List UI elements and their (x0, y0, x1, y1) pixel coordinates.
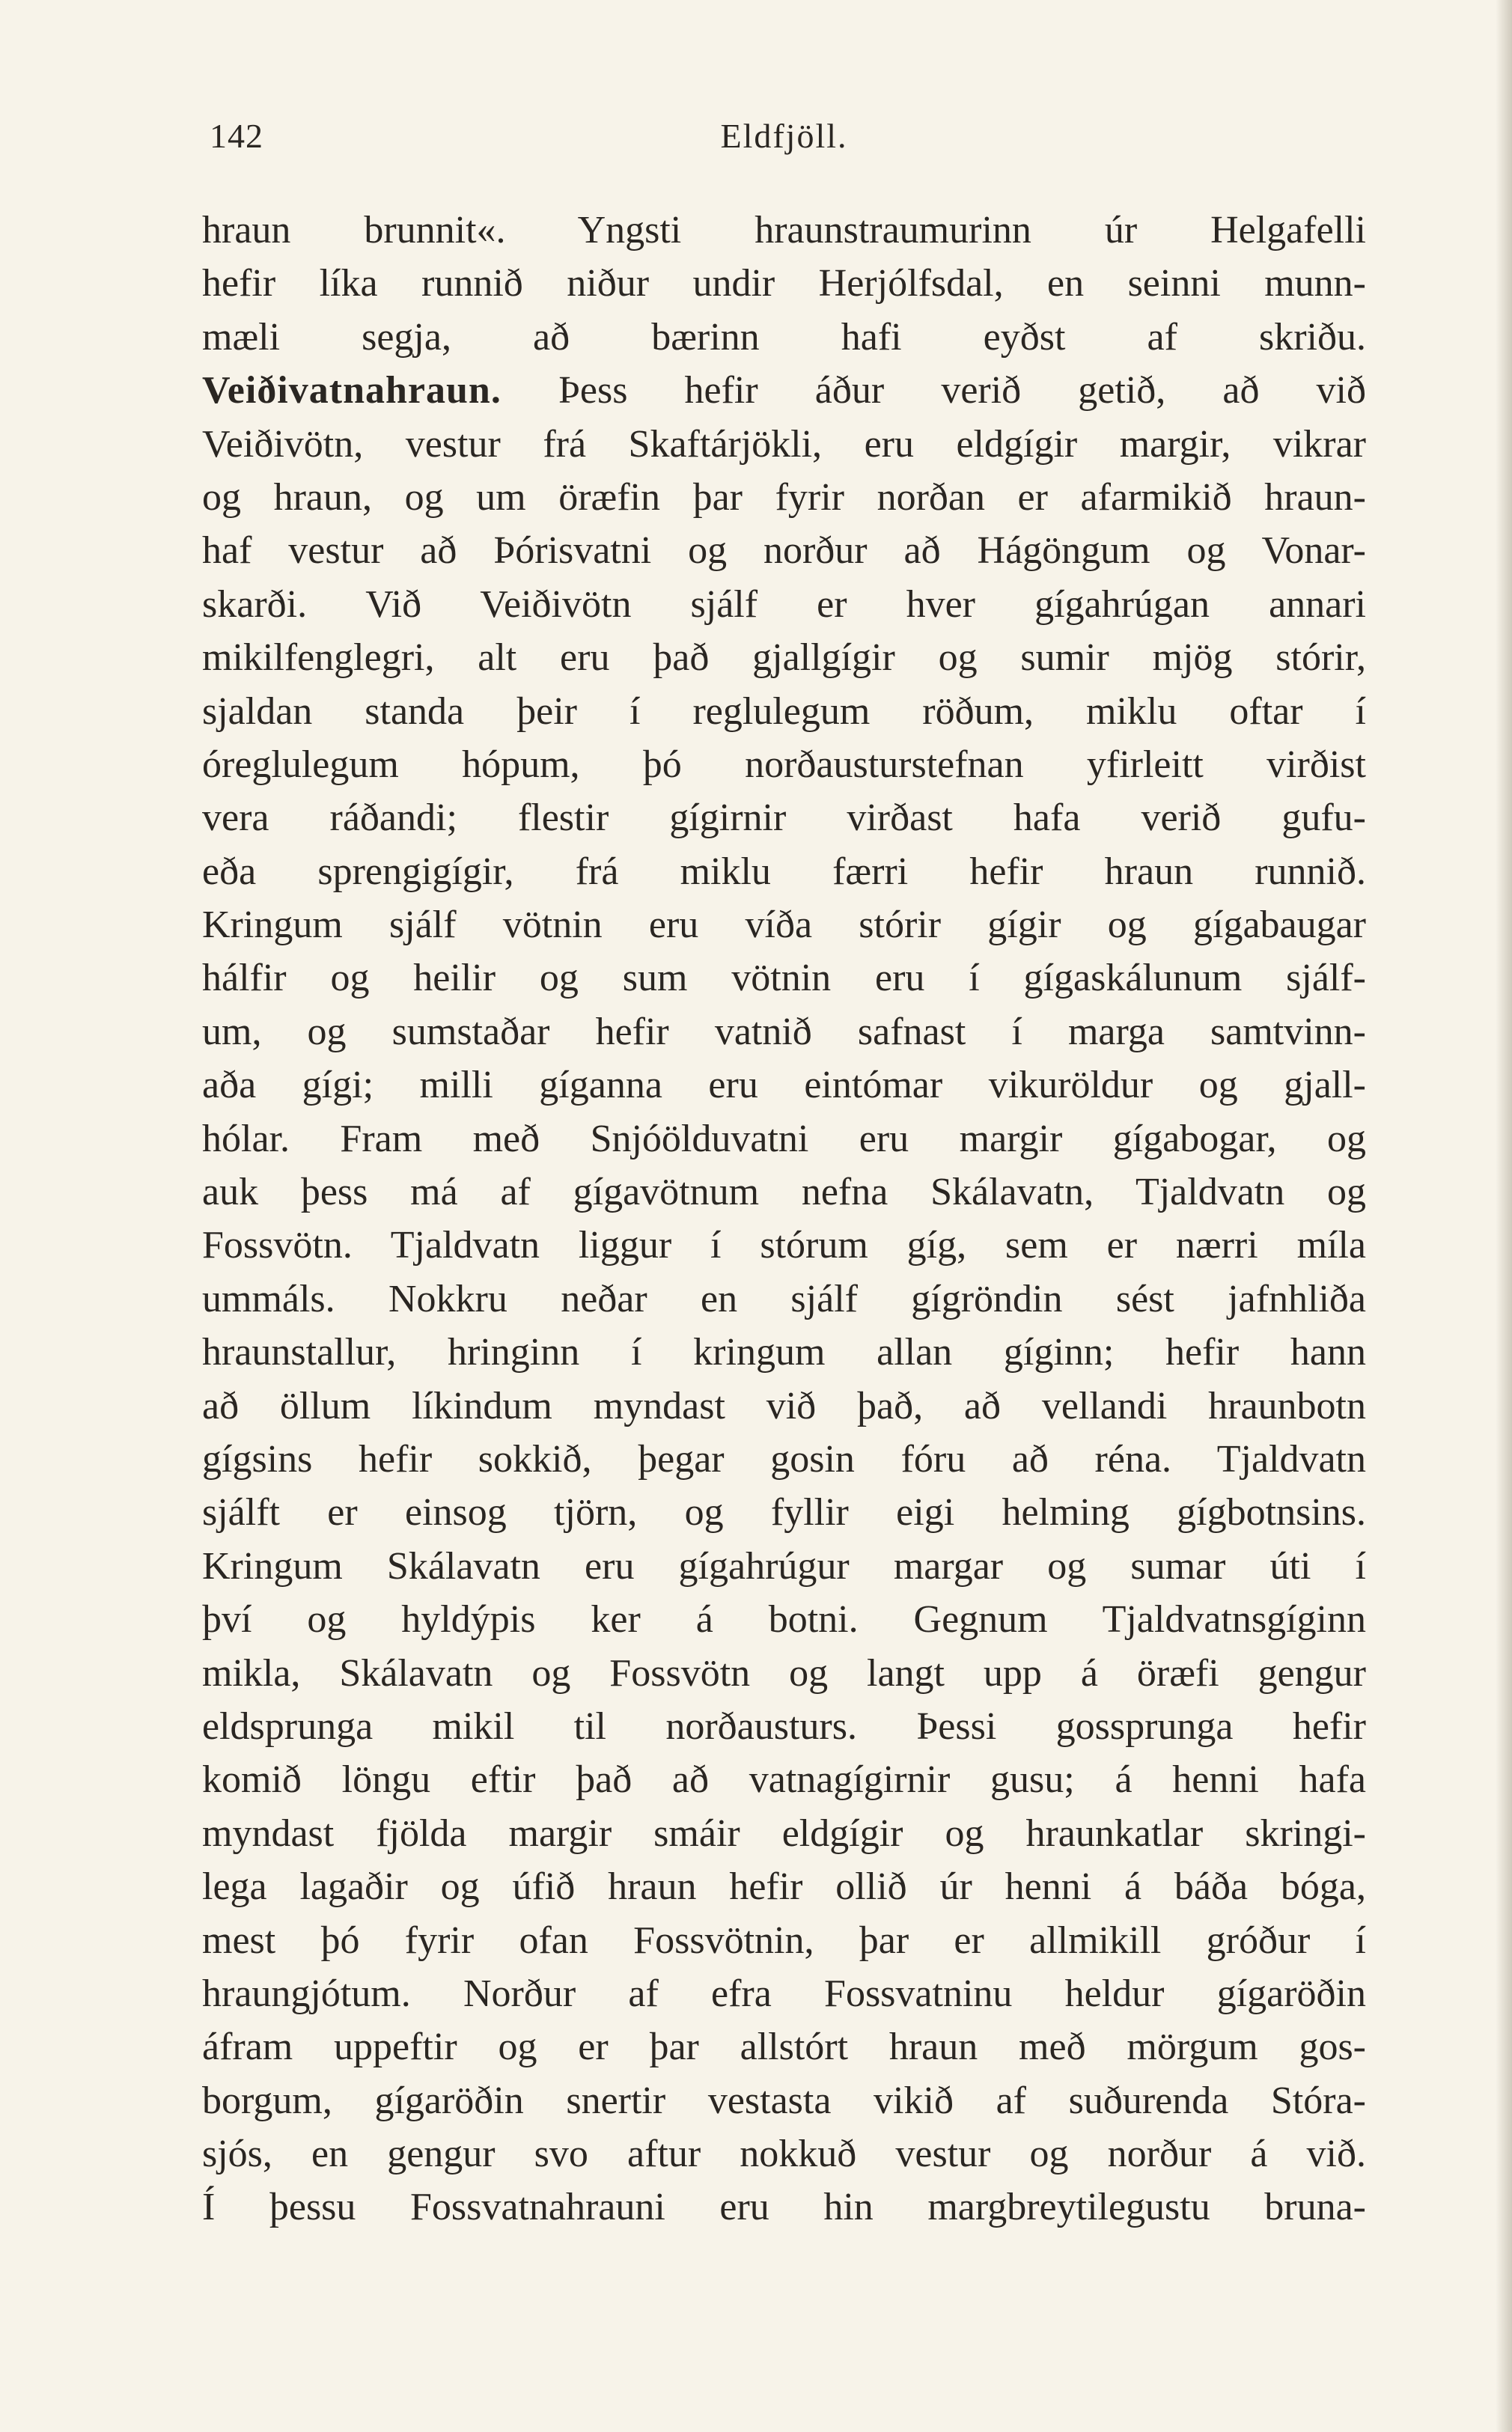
line-text: auk þess má af gígavötnum nefna Skálavatn, Tjaldvatn og (202, 1171, 1366, 1214)
line-text: sjálft er einsog tjörn, og fyllir eigi helming gígbotnsins. (202, 1491, 1366, 1535)
text-line (202, 631, 1366, 684)
text-line (202, 578, 1366, 631)
text-line (202, 1486, 1366, 1539)
text-line (202, 951, 1366, 1005)
text-line (202, 2180, 1366, 2234)
text-line (202, 1914, 1366, 1967)
line-text: aða gígi; milli gíganna eru eintómar vikuröldur og gjall- (202, 1064, 1366, 1107)
page-edge-shadow (1496, 0, 1512, 2432)
text-line (202, 791, 1366, 844)
text-line (202, 898, 1366, 951)
text-line (202, 1967, 1366, 2020)
line-text: myndast fjölda margir smáir eldgígir og hraunkatlar skringi- (202, 1811, 1366, 1855)
line-text: að öllum líkindum myndast við það, að vellandi hraunbotn (202, 1384, 1366, 1427)
line-text: og hraun, og um öræfin þar fyrir norðan er afarmikið hraun- (202, 475, 1366, 519)
line-text: hraun brunnit«. Yngsti hraunstraumurinn úr Helgafelli (202, 209, 1366, 252)
text-line (202, 1112, 1366, 1165)
line-text: haf vestur að Þórisvatni og norður að Hágöngum og Vonar- (202, 529, 1366, 573)
text-line (202, 738, 1366, 791)
text-line (202, 2127, 1366, 2180)
line-text: mest þó fyrir ofan Fossvötnin, þar er allmikill gróður í (202, 1919, 1366, 1962)
text-line (202, 1647, 1366, 1700)
line-text: ummáls. Nokkru neðar en sjálf gígröndin sést jafnhliða (202, 1277, 1366, 1320)
running-title: Eldfjöll. (720, 117, 848, 155)
text-line (202, 1753, 1366, 1806)
line-text: Þess hefir áður verið getið, að við (501, 369, 1366, 412)
text-line (202, 1807, 1366, 1860)
text-line (202, 1540, 1366, 1593)
text-line (202, 471, 1366, 524)
text-line (202, 1058, 1366, 1112)
line-text: skarði. Við Veiðivötn sjálf er hver gígahrúgan annari (202, 582, 1366, 626)
line-text: Kringum Skálavatn eru gígahrúgur margar og sumar úti í (202, 1544, 1366, 1588)
page-number: 142 (210, 117, 263, 155)
text-line (202, 524, 1366, 577)
line-text: lega lagaðir og úfið hraun hefir ollið úr henni á báða bóga, (202, 1865, 1366, 1909)
text-line (202, 204, 1366, 257)
line-text: Kringum sjálf vötnin eru víða stórir gígir og gígabaugar (202, 903, 1366, 947)
text-line (202, 1860, 1366, 1913)
text-line (202, 1273, 1366, 1326)
text-line (202, 1380, 1366, 1433)
line-text: hraungjótum. Norður af efra Fossvatninu heldur gígaröðin (202, 1972, 1366, 2015)
section-heading: Veiðivatnahraun. (202, 369, 502, 412)
text-line (202, 2074, 1366, 2127)
text-line (202, 257, 1366, 310)
text-line (202, 845, 1366, 898)
line-text: gígsins hefir sokkið, þegar gosin fóru að réna. Tjaldvatn (202, 1437, 1366, 1481)
text-line (202, 1005, 1366, 1058)
line-text: mæli segja, að bærinn hafi eyðst af skriðu. (202, 315, 1366, 359)
text-line (202, 1593, 1366, 1646)
line-text: sjós, en gengur svo aftur nokkuð vestur og norður á við. (202, 2133, 1366, 2176)
line-text: eða sprengigígir, frá miklu færri hefir hraun runnið. (202, 850, 1366, 893)
text-line (202, 311, 1366, 364)
text-line (202, 364, 1366, 417)
line-text: áfram uppeftir og er þar allstórt hraun með mörgum gos- (202, 2026, 1366, 2069)
line-text: hólar. Fram með Snjóölduvatni eru margir gígabogar, og (202, 1117, 1366, 1160)
text-line (202, 418, 1366, 471)
line-text: vera ráðandi; flestir gígirnir virðast hafa verið gufu- (202, 796, 1366, 840)
line-text: óreglulegum hópum, þó norðausturstefnan yfirleitt virðist (202, 743, 1366, 786)
line-text: eldsprunga mikil til norðausturs. Þessi gossprunga hefir (202, 1704, 1366, 1748)
line-text: Í þessu Fossvatnahrauni eru hin margbreytilegustu bruna- (202, 2186, 1366, 2229)
running-head (202, 116, 1366, 161)
line-text: hraunstallur, hringinn í kringum allan gíginn; hefir hann (202, 1331, 1366, 1374)
text-line (202, 685, 1366, 738)
line-text: Fossvötn. Tjaldvatn liggur í stórum gíg, sem er nærri míla (202, 1224, 1366, 1267)
body-text (202, 204, 1366, 2234)
text-line (202, 1326, 1366, 1379)
line-text: hefir líka runnið niður undir Herjólfsdal, en seinni munn- (202, 262, 1366, 305)
line-text: hálfir og heilir og sum vötnin eru í gígaskálunum sjálf- (202, 957, 1366, 1000)
line-text: borgum, gígaröðin snertir vestasta vikið af suðurenda Stóra- (202, 2079, 1366, 2122)
text-line (202, 1433, 1366, 1486)
line-text: um, og sumstaðar hefir vatnið safnast í marga samtvinn- (202, 1010, 1366, 1053)
text-line (202, 1165, 1366, 1219)
text-line (202, 1219, 1366, 1272)
line-text: mikla, Skálavatn og Fossvötn og langt upp á öræfi gengur (202, 1651, 1366, 1695)
line-text: Veiðivötn, vestur frá Skaftárjökli, eru eldgígir margir, vikrar (202, 422, 1366, 466)
line-text: sjaldan standa þeir í reglulegum röðum, miklu oftar í (202, 689, 1366, 733)
line-text: komið löngu eftir það að vatnagígirnir gusu; á henni hafa (202, 1758, 1366, 1802)
line-text: því og hyldýpis ker á botni. Gegnum Tjaldvatnsgíginn (202, 1598, 1366, 1642)
text-line (202, 2020, 1366, 2073)
text-line (202, 1700, 1366, 1753)
line-text: mikilfenglegri, alt eru það gjallgígir og sumir mjög stórir, (202, 636, 1366, 680)
